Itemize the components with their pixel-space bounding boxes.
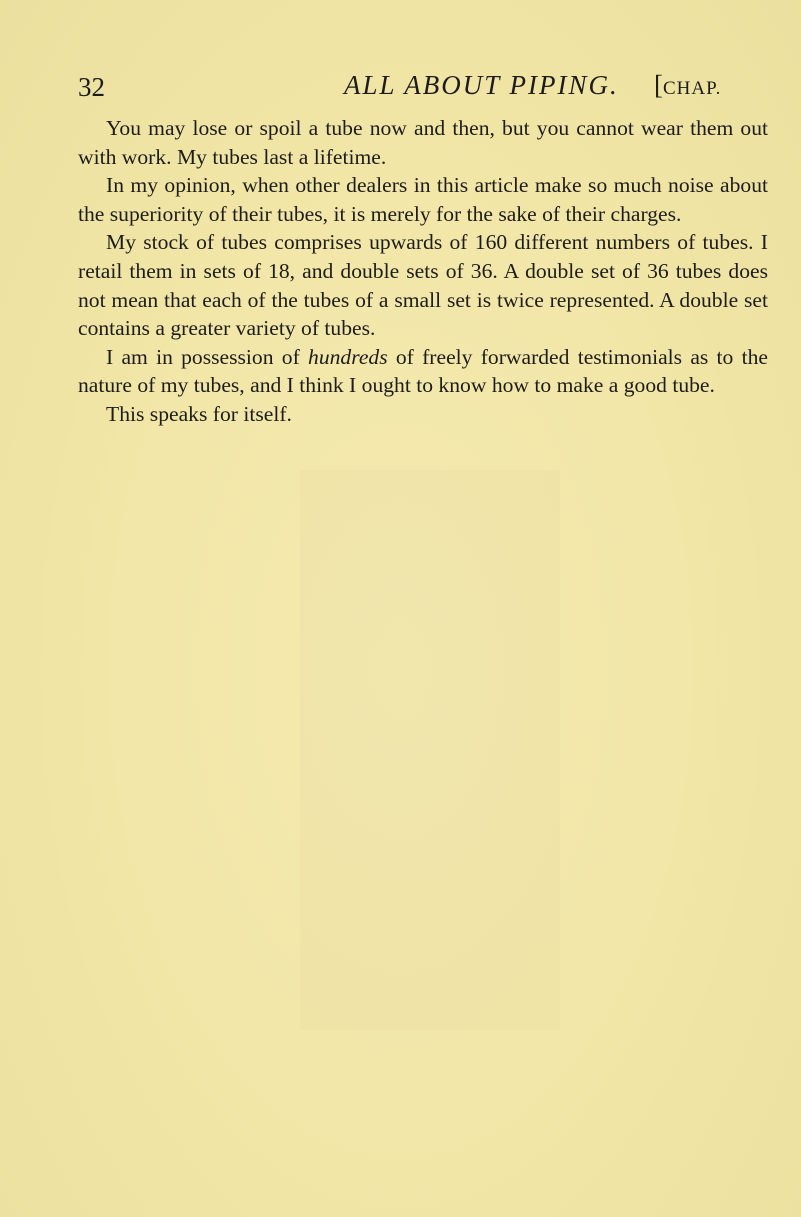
paragraph-text: I am in possession of — [106, 344, 309, 369]
italic-word: hundreds — [308, 344, 388, 369]
chapter-label: CHAP. — [663, 78, 722, 99]
paragraph-text: of freely forwarded testimonials as to the nature of my tubes, and I think I ought to know how to make a good tube. — [78, 344, 768, 398]
show-through-shadow — [300, 470, 560, 1030]
paragraph: In my opinion, when other dealers in this article make so much noise about the superiority of their tubes, it is merely for the sake of their charges. — [78, 173, 768, 226]
paragraph: You may lose or spoil a tube now and then, but you cannot wear them out with work. My tubes last a lifetime. — [78, 116, 768, 169]
running-title: ALL ABOUT PIPING. — [344, 70, 619, 100]
page-number: 32 — [78, 72, 105, 102]
chapter-bracket: [ — [654, 70, 663, 100]
body-text — [78, 114, 768, 429]
chapter-mark — [654, 70, 721, 101]
running-header — [78, 70, 768, 110]
paragraph: My stock of tubes comprises upwards of 160 different numbers of tubes. I retail them in sets of 18, and double sets of 36. A double set of 36 tubes does not mean that each of the tubes of a small set is twice represented. A double set contains a greater variety of tubes. — [78, 230, 768, 341]
paragraph — [78, 343, 768, 400]
paragraph: This speaks for itself. — [106, 401, 292, 426]
